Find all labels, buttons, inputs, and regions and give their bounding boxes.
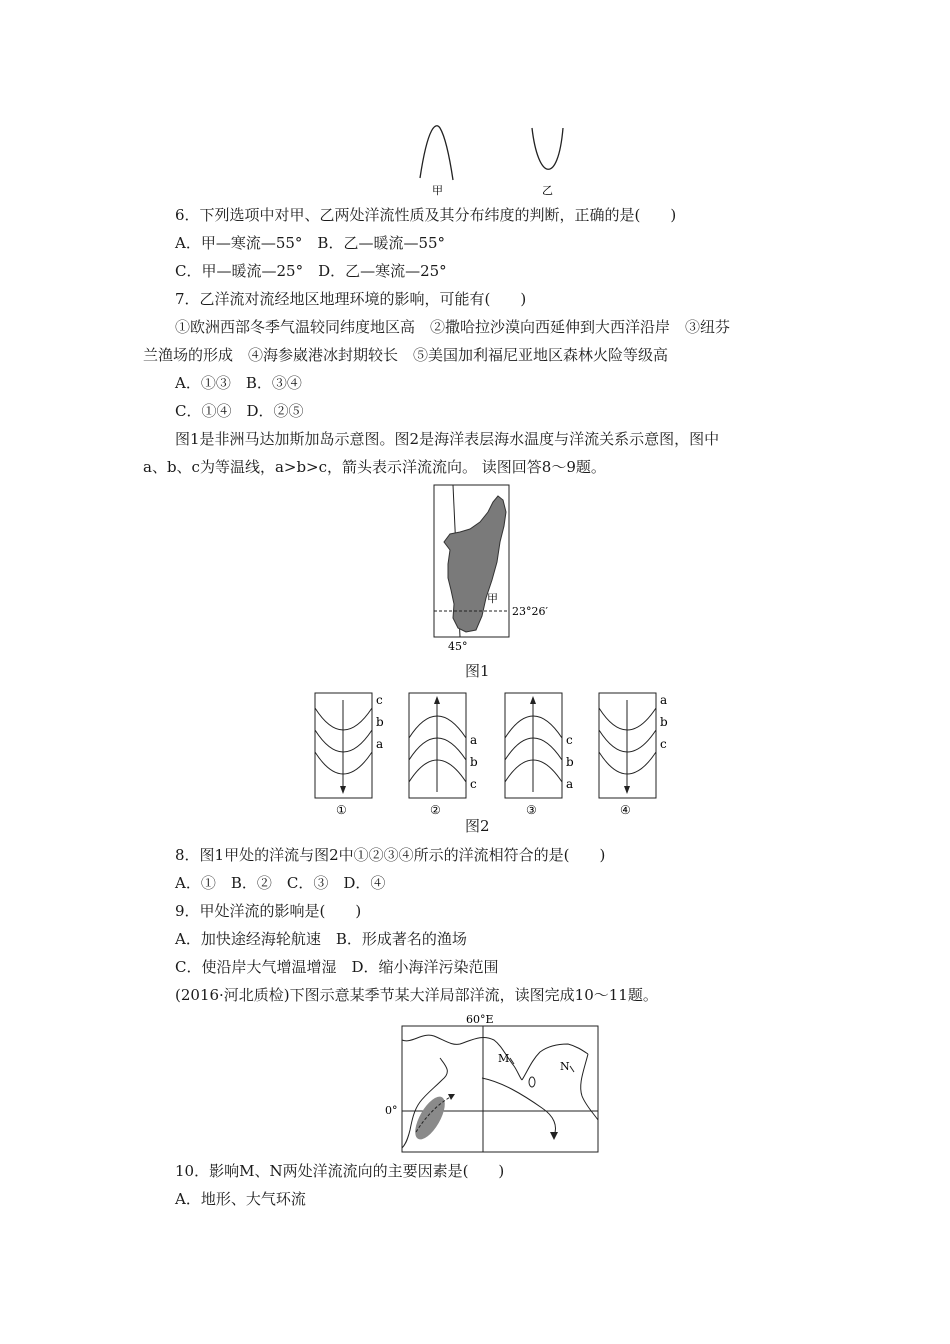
q7-stem: 7．乙洋流对流经地区地理环境的影响，可能有( ) <box>175 290 527 308</box>
label-a: a <box>470 733 478 747</box>
fig3-longitude-label: 60°E <box>466 1013 494 1026</box>
label-b: b <box>376 715 384 729</box>
q10-option-a: A．地形、大气环流 <box>175 1190 306 1208</box>
q6-options-ab: A．甲—寒流—55° B．乙—暖流—55° <box>175 234 446 252</box>
figure-3-ocean-current-map <box>382 1010 612 1160</box>
fig3-n-label: N <box>560 1060 570 1073</box>
sri-lanka <box>529 1077 535 1087</box>
q9-options-cd: C．使沿岸大气增温增湿 D．缩小海洋污染范围 <box>175 958 499 976</box>
current-flow-line <box>482 1078 556 1136</box>
q7-items-line1: ①欧洲西部冬季气温较同纬度地区高 ②撒哈拉沙漠向西延伸到大西洋沿岸 ③纽芬 <box>175 318 731 336</box>
shaded-current-zone <box>409 1092 450 1144</box>
label-c: c <box>470 777 477 791</box>
intro-8-9-line1: 图1是非洲马达加斯加岛示意图。图2是海洋表层海水温度与洋流关系示意图，图中 <box>175 430 720 448</box>
madagascar-island <box>444 496 506 632</box>
label-b: b <box>660 715 668 729</box>
label-a: a <box>660 693 668 707</box>
panel-number: ② <box>430 803 441 817</box>
figure-1-caption: 图1 <box>465 662 490 680</box>
arrow-head-up <box>434 696 440 704</box>
coastline-southeast-asia <box>581 1054 598 1120</box>
label-c: c <box>376 693 383 707</box>
fig1-jia-label: 甲 <box>487 592 498 605</box>
map-frame <box>402 1026 598 1152</box>
q8-options: A．① B．② C．③ D．④ <box>175 874 386 892</box>
fig2-panel-4 <box>596 690 676 820</box>
n-arrow <box>570 1066 574 1072</box>
panel-number: ③ <box>526 803 537 817</box>
label-b: b <box>566 755 574 769</box>
yi-curve <box>532 128 563 169</box>
q7-options-ab: A．①③ B．③④ <box>175 374 302 392</box>
q6-options-cd: C．甲—暖流—25° D．乙—寒流—25° <box>175 262 447 280</box>
jia-label: 甲 <box>432 184 443 197</box>
yi-label: 乙 <box>542 184 553 197</box>
q6-stem: 6．下列选项中对甲、乙两处洋流性质及其分布纬度的判断，正确的是( ) <box>175 206 677 224</box>
label-a: a <box>566 777 574 791</box>
dashed-arrow-head <box>448 1094 455 1100</box>
label-b: b <box>470 755 478 769</box>
arrow-head-up <box>530 696 536 704</box>
fig2-panel-2 <box>406 690 486 820</box>
fig3-m-label: M <box>498 1052 510 1065</box>
q10-stem: 10．影响M、N两处洋流流向的主要因素是( ) <box>175 1162 505 1180</box>
q7-options-cd: C．①④ D．②⑤ <box>175 402 304 420</box>
q8-stem: 8．图1甲处的洋流与图2中①②③④所示的洋流相符合的是( ) <box>175 846 606 864</box>
jia-curve <box>420 126 453 180</box>
fig1-longitude-label: 45° <box>448 640 468 653</box>
figure-2-caption: 图2 <box>465 817 490 835</box>
q7-items-line2: 兰渔场的形成 ④海参崴港冰封期较长 ⑤美国加利福尼亚地区森林火险等级高 <box>143 346 669 364</box>
arrow-head-down <box>340 786 346 794</box>
jia-yi-current-figure <box>410 120 580 200</box>
label-c: c <box>660 737 667 751</box>
fig3-equator-label: 0° <box>385 1104 398 1117</box>
intro-10-11: (2016·河北质检)下图示意某季节某大洋局部洋流，读图完成10～11题。 <box>175 986 658 1004</box>
fig2-panel-3 <box>502 690 582 820</box>
fig2-panel-1 <box>312 690 392 820</box>
current-arrow-head <box>550 1132 558 1140</box>
panel-number: ① <box>336 803 347 817</box>
coastline-india <box>522 1044 588 1080</box>
q9-stem: 9．甲处洋流的影响是( ) <box>175 902 362 920</box>
panel-number: ④ <box>620 803 631 817</box>
q9-options-ab: A．加快途经海轮航速 B．形成著名的渔场 <box>175 930 467 948</box>
label-a: a <box>376 737 384 751</box>
fig1-latitude-label: 23°26′ <box>512 605 548 618</box>
label-c: c <box>566 733 573 747</box>
intro-8-9-line2: a、b、c为等温线，a>b>c，箭头表示洋流流向。 读图回答8～9题。 <box>143 458 606 476</box>
arrow-head-down <box>624 786 630 794</box>
figure-1-madagascar-map <box>420 482 550 657</box>
